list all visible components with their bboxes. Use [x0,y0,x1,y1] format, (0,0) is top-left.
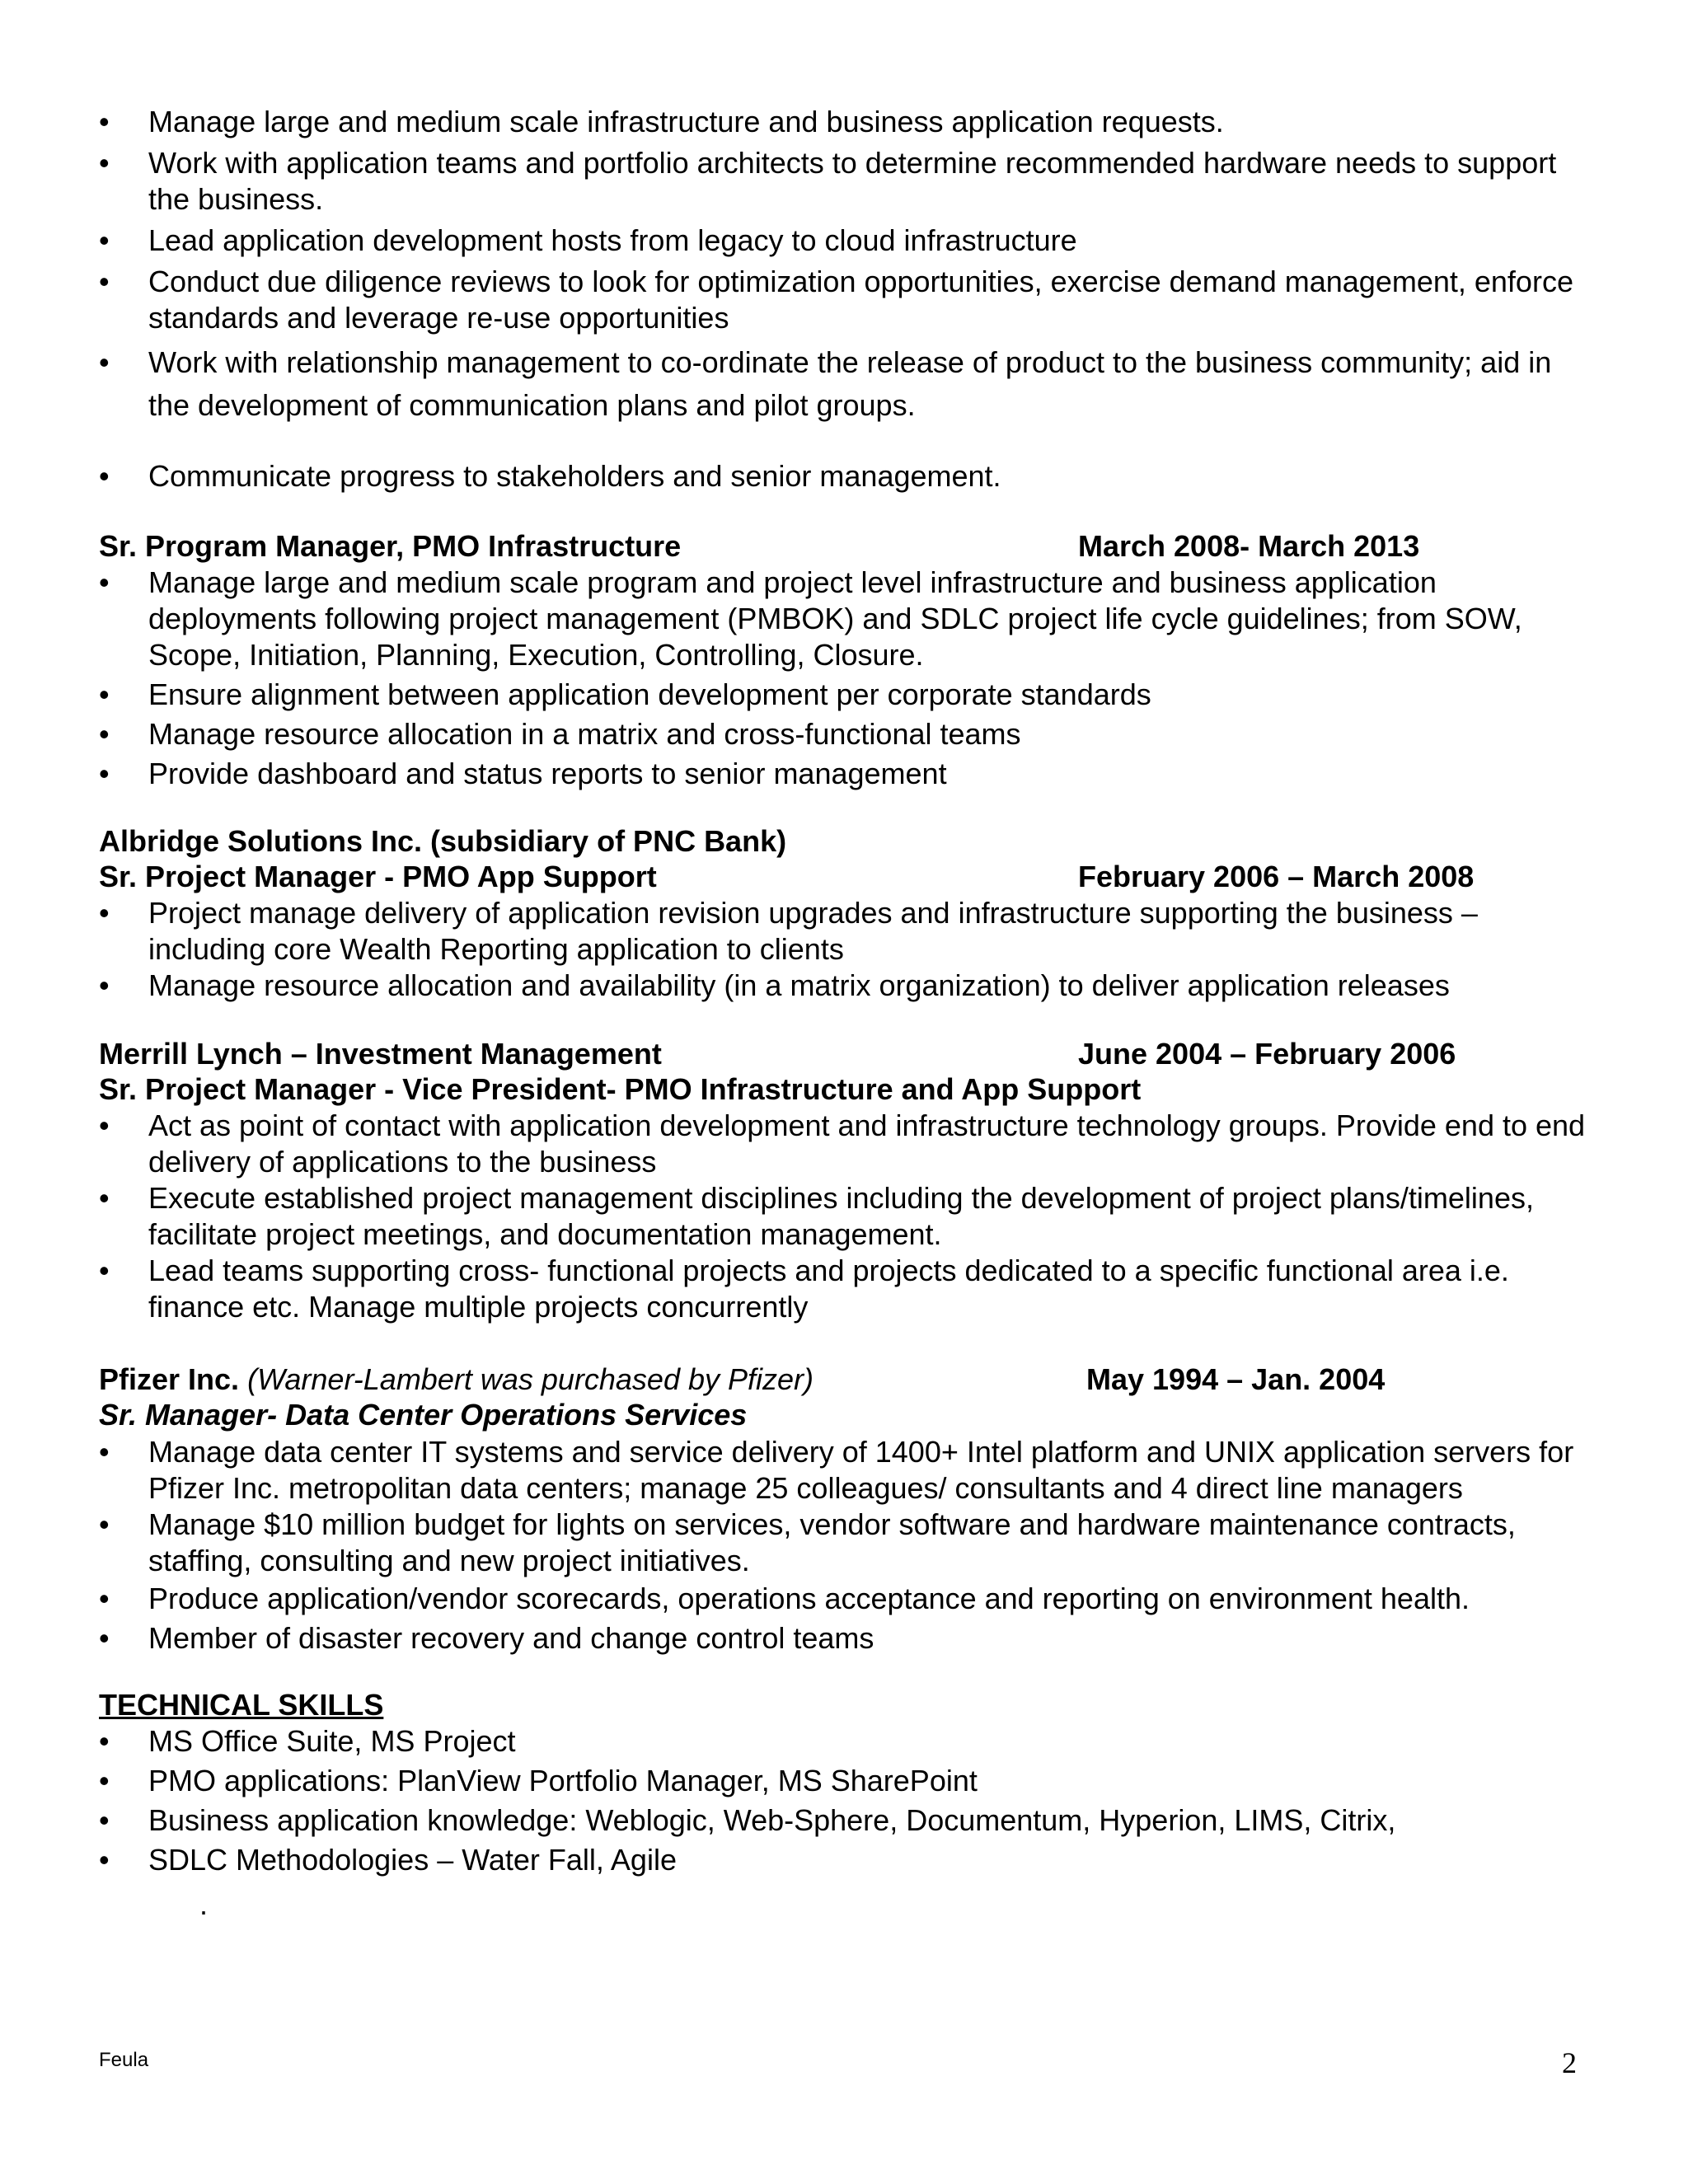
job-dates: March 2008- March 2013 [1078,529,1420,563]
list-item: • Project manage delivery of application revision upgrades and infrastructure supporting the business – including core Wealth Reporting application to clients [0,895,1599,968]
skills-bullets [0,1723,1688,1878]
pfizer-bullets [0,1434,1688,1657]
company-name: Albridge Solutions Inc. (subsidiary of PNC Bank) [99,824,787,858]
list-item: • Work with relationship management to co-ordinate the release of product to the business community; aid in the development of communication plans and pilot groups. [0,341,1599,427]
list-item: • Lead teams supporting cross- functional projects and projects dedicated to a specific functional area i.e. finance etc. Manage multiple projects concurrently [0,1253,1599,1325]
job-title: Sr. Project Manager - PMO App Support [99,860,657,893]
list-item: • Execute established project management disciplines including the development of project plans/timelines, facilitate project meetings, and documentation management. [0,1180,1599,1253]
list-item: • PMO applications: PlanView Portfolio Manager, MS SharePoint [0,1763,1599,1799]
job-dates: May 1994 – Jan. 2004 [1086,1362,1386,1396]
list-item: • Act as point of contact with application development and infrastructure technology groups. Provide end to end delivery of applications to the business [0,1108,1599,1180]
company-name: Pfizer Inc. [99,1362,240,1396]
job-dates: February 2006 – March 2008 [1078,860,1475,893]
company-name: Merrill Lynch – Investment Management [99,1037,662,1071]
list-item: • Conduct due diligence reviews to look for optimization opportunities, exercise demand management, enforce standards and leverage re-use opportunities [0,264,1599,336]
merrill-bullets [0,1108,1688,1325]
list-item: • Manage resource allocation and availability (in a matrix organization) to deliver application releases [0,968,1599,1004]
list-item: • Provide dashboard and status reports to senior management [0,756,1599,792]
list-item: • Manage large and medium scale infrastructure and business application requests. [0,104,1599,140]
list-item: • SDLC Methodologies – Water Fall, Agile [0,1842,1599,1878]
list-item: • Communicate progress to stakeholders and senior management. [0,458,1599,494]
list-item: • Manage large and medium scale program and project level infrastructure and business application deployments following project management (PMBOK) and SDLC project life cycle guidelines; from SOW, Scope, Initiation, Planning, Execution, Controlling, Closure. [0,565,1599,673]
albridge-role-header [99,859,1475,895]
list-item: • Manage $10 million budget for lights on services, vendor software and hardware maintenance contracts, staffing, consulting and new project initiatives. [0,1507,1599,1579]
merrill-company-header [99,1036,1456,1072]
pfizer-company-header [99,1361,1386,1398]
job-title: Sr. Program Manager, PMO Infrastructure [99,529,682,563]
job-dates: June 2004 – February 2006 [1078,1037,1456,1071]
list-item: • Manage resource allocation in a matrix and cross-functional teams [0,716,1599,752]
pmo-role-header [99,528,1420,565]
list-item: • Work with application teams and portfolio architects to determine recommended hardware needs to support the business. [0,145,1599,218]
list-item: • Business application knowledge: Weblogic, Web-Sphere, Documentum, Hyperion, LIMS, Citrix, [0,1802,1599,1839]
footer-name: Feula [99,2049,149,2071]
list-item: • Lead application development hosts from legacy to cloud infrastructure [0,223,1599,259]
list-item: • Manage data center IT systems and service delivery of 1400+ Intel platform and UNIX application servers for Pfizer Inc. metropolitan data centers; manage 25 colleagues/ consultants and 4 direct line managers [0,1434,1599,1507]
albridge-bullets [0,895,1688,1004]
list-item: • Member of disaster recovery and change control teams [0,1620,1599,1657]
company-note: (Warner-Lambert was purchased by Pfizer) [247,1362,814,1396]
top-bullet-list [0,104,1688,494]
job-title: Sr. Project Manager - Vice President- PMO Infrastructure and App Support [99,1072,1142,1106]
list-item: • MS Office Suite, MS Project [0,1723,1599,1760]
list-item: • Ensure alignment between application development per corporate standards [0,677,1599,713]
trailing-mark: . [199,1887,209,1921]
job-title: Sr. Manager- Data Center Operations Services [99,1398,748,1432]
pmo-role-bullets [0,565,1688,792]
section-heading: TECHNICAL SKILLS [99,1688,384,1722]
page-number: 2 [1562,2046,1577,2079]
list-item: • Produce application/vendor scorecards, operations acceptance and reporting on environment health. [0,1581,1599,1617]
